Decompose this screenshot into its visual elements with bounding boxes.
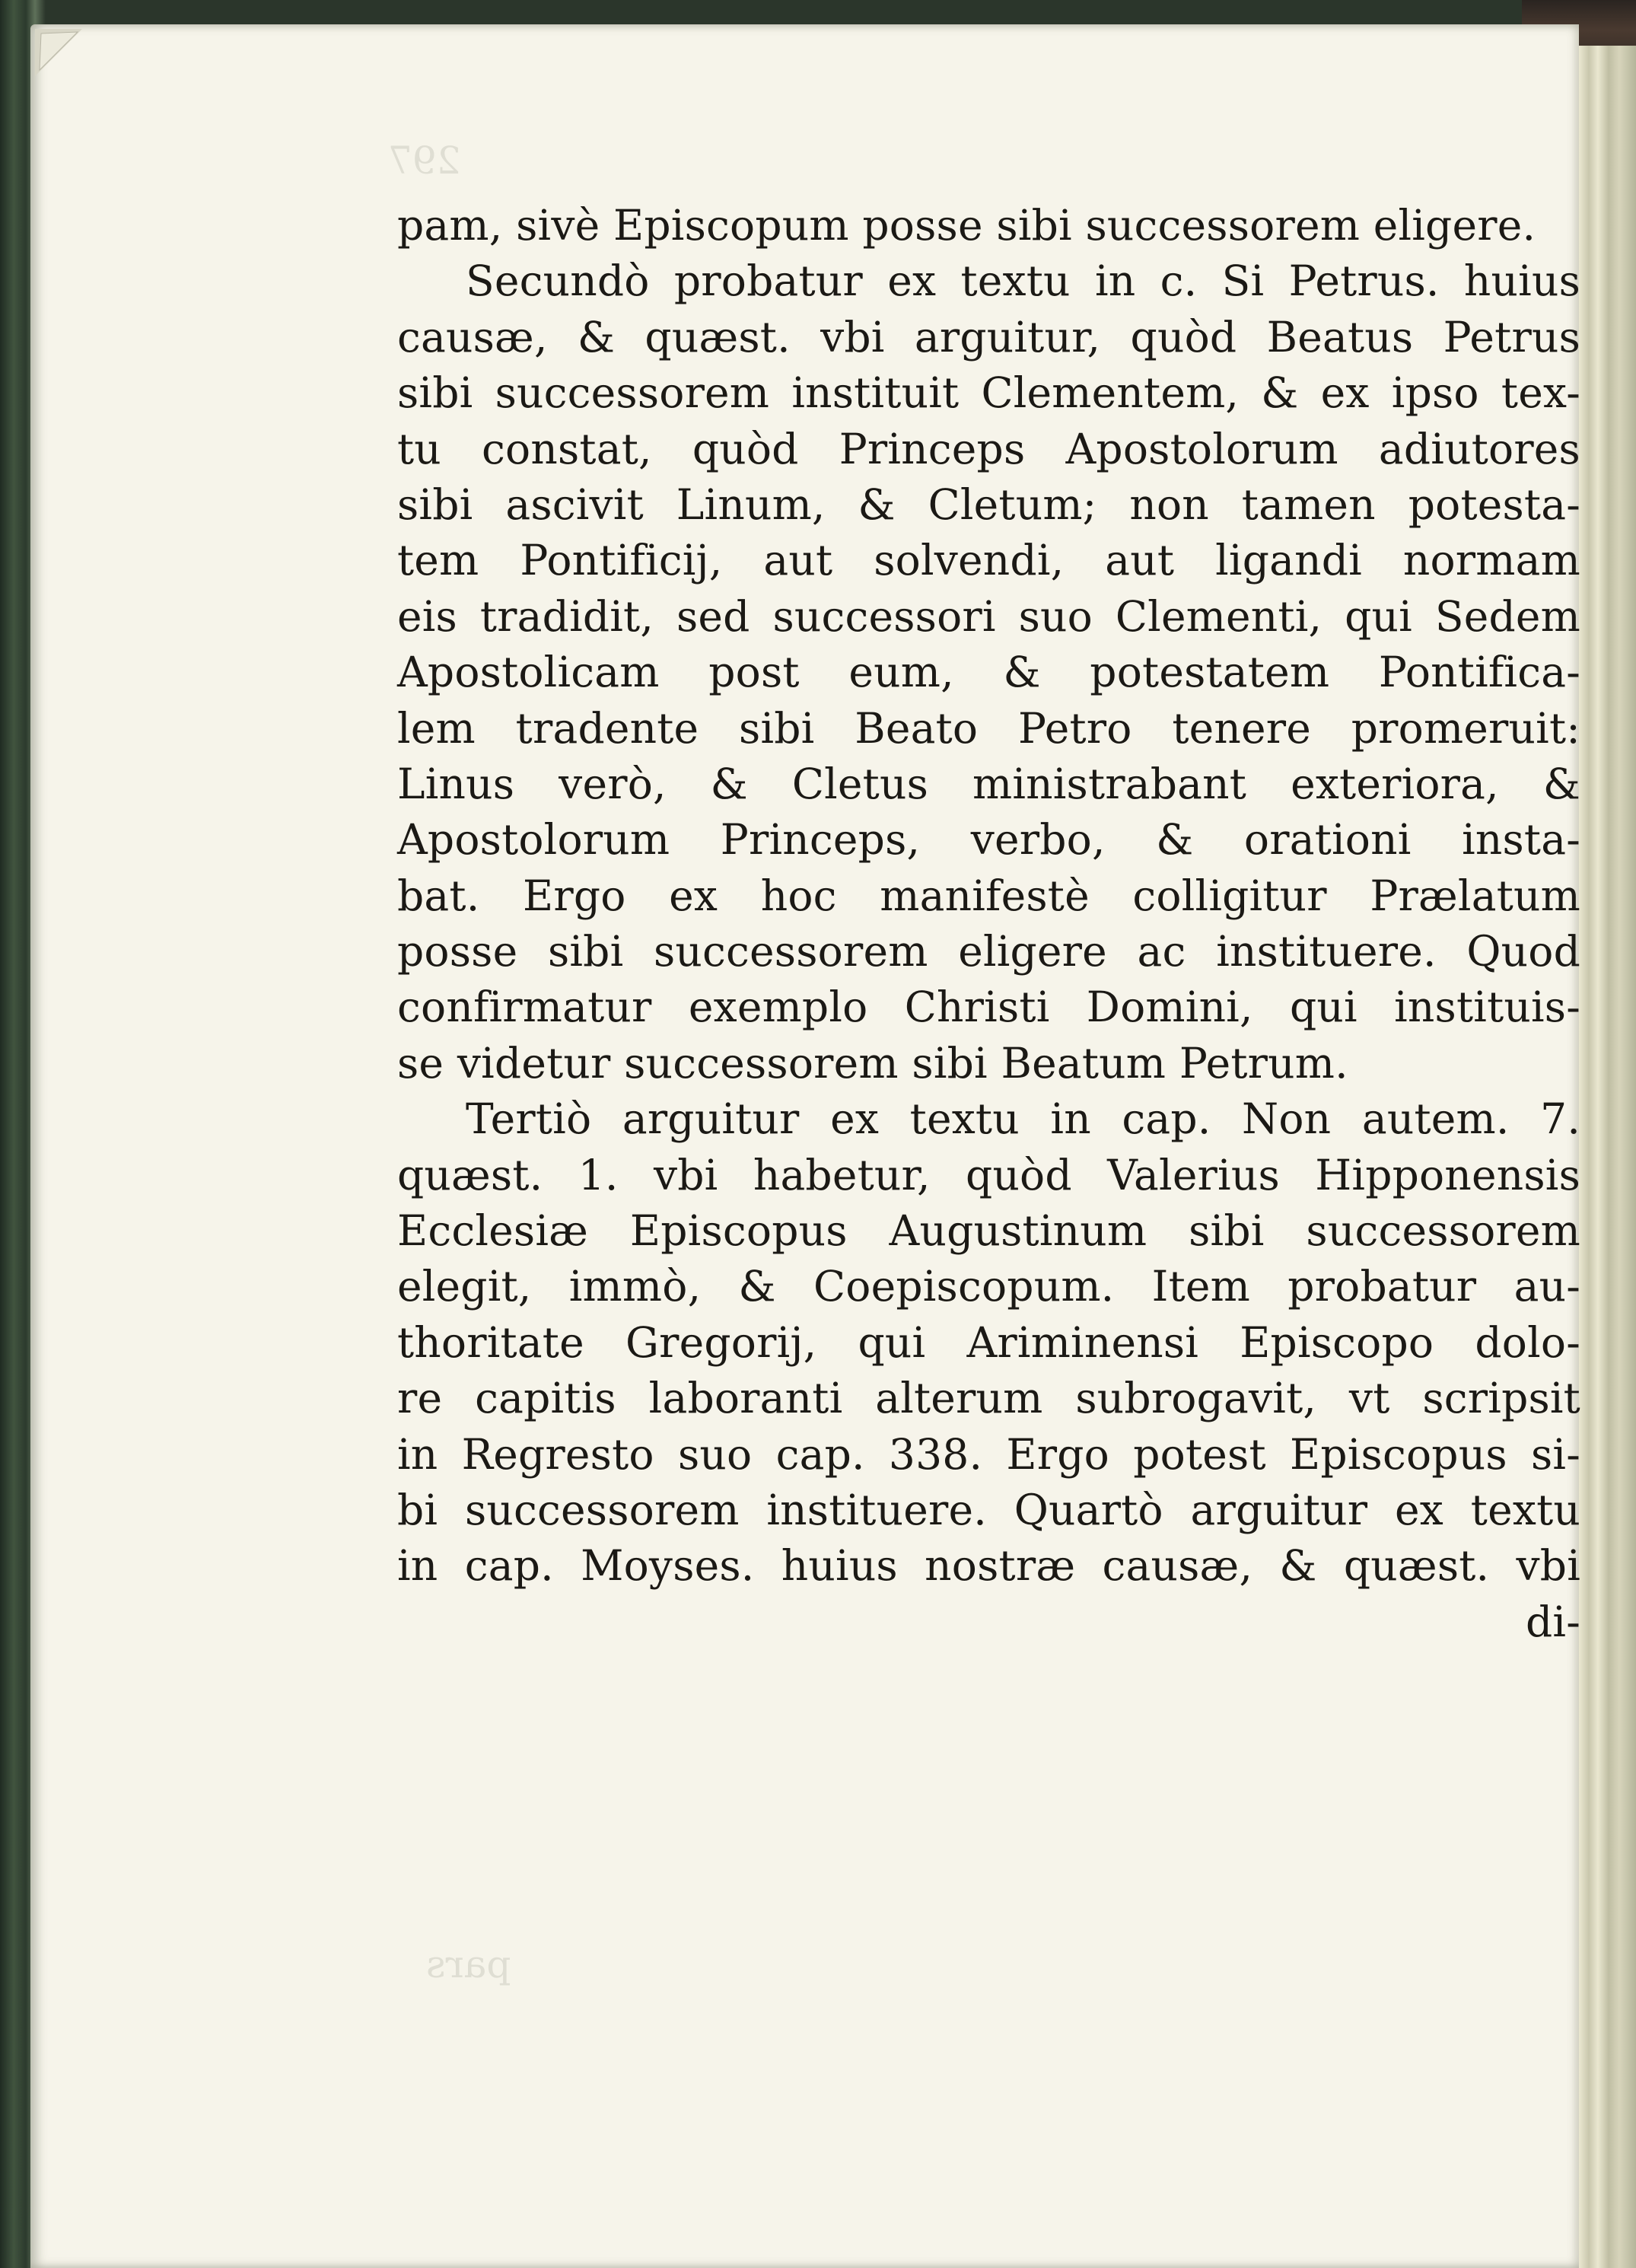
text-line: bi successorem instituere. Quartò arguitur ex textu: [397, 1485, 1580, 1534]
text-line: thoritate Gregorij, qui Ariminensi Episcopo dolo-: [397, 1317, 1580, 1367]
show-through-ink: pars: [426, 1942, 511, 1986]
text-line: Linus verò, & Cletus ministrabant exteriora, &: [397, 759, 1580, 808]
text-line: lem tradente sibi Beato Petro tenere promeruit:: [397, 703, 1580, 753]
text-line: bat. Ergo ex hoc manifestè colligitur Prælatum: [397, 871, 1580, 920]
folded-corner-icon: [35, 29, 88, 82]
text-line: se videtur successorem sibi Beatum Petrum.: [397, 1038, 1348, 1088]
text-line: in Regresto suo cap. 338. Ergo potest Episcopus si-: [397, 1429, 1580, 1479]
text-line: re capitis laboranti alterum subrogavit, vt scripsit: [397, 1374, 1580, 1423]
text-line: di-: [1526, 1597, 1580, 1646]
text-line: Tertiò arguitur ex textu in cap. Non autem. 7.: [466, 1094, 1580, 1144]
text-line: Apostolorum Princeps, verbo, & orationi insta-: [397, 815, 1580, 865]
text-line: pam, sivè Episcopum posse sibi successorem eligere.: [397, 201, 1536, 250]
text-line: in cap. Moyses. huius nostræ causæ, & quæst. vbi: [397, 1541, 1580, 1591]
text-line: confirmatur exemplo Christi Domini, qui instituis-: [397, 983, 1580, 1032]
text-line: Ecclesiæ Episcopus Augustinum sibi successorem: [397, 1206, 1580, 1256]
text-line: causæ, & quæst. vbi arguitur, quòd Beatus Petrus: [397, 312, 1580, 362]
text-line: tem Pontificij, aut solvendi, aut ligandi normam: [397, 536, 1580, 585]
text-line: sibi successorem instituit Clementem, & ex ipso tex-: [397, 368, 1580, 418]
text-line: Secundò probatur ex textu in c. Si Petrus. huius: [466, 256, 1580, 306]
text-line: tu constat, quòd Princeps Apostolorum adiutores: [397, 424, 1580, 473]
text-line: elegit, immò, & Coepiscopum. Item probatur au-: [397, 1262, 1580, 1311]
text-line: Apostolicam post eum, & potestatem Pontifica-: [397, 648, 1580, 697]
text-line: eis tradidit, sed successori suo Clementi, qui Sedem: [397, 591, 1580, 641]
text-line: quæst. 1. vbi habetur, quòd Valerius Hipponensis: [397, 1150, 1580, 1199]
book-page: [30, 24, 1579, 2268]
text-line: posse sibi successorem eligere ac instituere. Quod: [397, 927, 1580, 976]
show-through-ink: 297: [388, 139, 461, 183]
page-text: [397, 198, 1580, 1650]
text-line: sibi ascivit Linum, & Cletum; non tamen potesta-: [397, 479, 1580, 529]
